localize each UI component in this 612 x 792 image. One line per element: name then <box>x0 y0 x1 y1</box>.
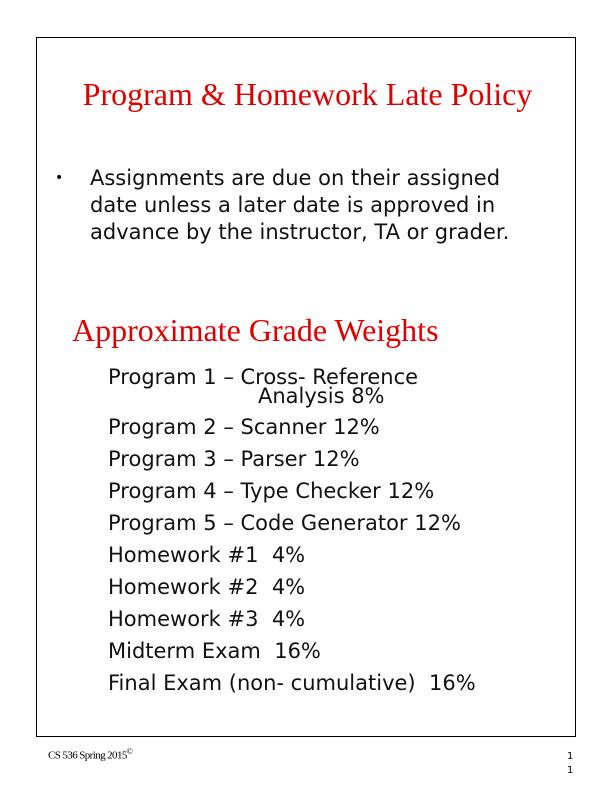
footer <box>48 747 132 762</box>
slide-title: Program & Homework Late Policy <box>82 76 533 112</box>
copyright-symbol: © <box>126 747 133 756</box>
list-item: Program 5 – Code Generator 12% <box>108 511 461 535</box>
list-item: Program 1 – Cross- Reference <box>108 365 419 389</box>
list-item: Program 3 – Parser 12% <box>108 447 360 471</box>
grade-weights-list <box>108 362 476 699</box>
list-item: Program 2 – Scanner 12% <box>108 415 380 439</box>
page-number-line: 1 <box>567 751 574 762</box>
page-number <box>567 750 573 778</box>
late-policy-text: Assignments are due on their assigned date unless a later date is approved in advance by the instructor, TA or grader. <box>90 166 510 244</box>
list-item: Midterm Exam 16% <box>108 639 321 663</box>
bullet-icon: • <box>55 170 64 186</box>
grade-weights-heading: Approximate Grade Weights <box>72 312 439 348</box>
list-item: Homework #2 4% <box>108 575 306 599</box>
list-item: Homework #1 4% <box>108 543 306 567</box>
list-item: Program 4 – Type Checker 12% <box>108 479 435 503</box>
page-number-line: 1 <box>567 765 574 776</box>
list-item: Final Exam (non- cumulative) 16% <box>108 671 476 695</box>
list-item: Analysis 8% <box>258 384 385 408</box>
list-item: Homework #3 4% <box>108 607 306 631</box>
course-label: CS 536 Spring 2015 <box>48 749 127 762</box>
